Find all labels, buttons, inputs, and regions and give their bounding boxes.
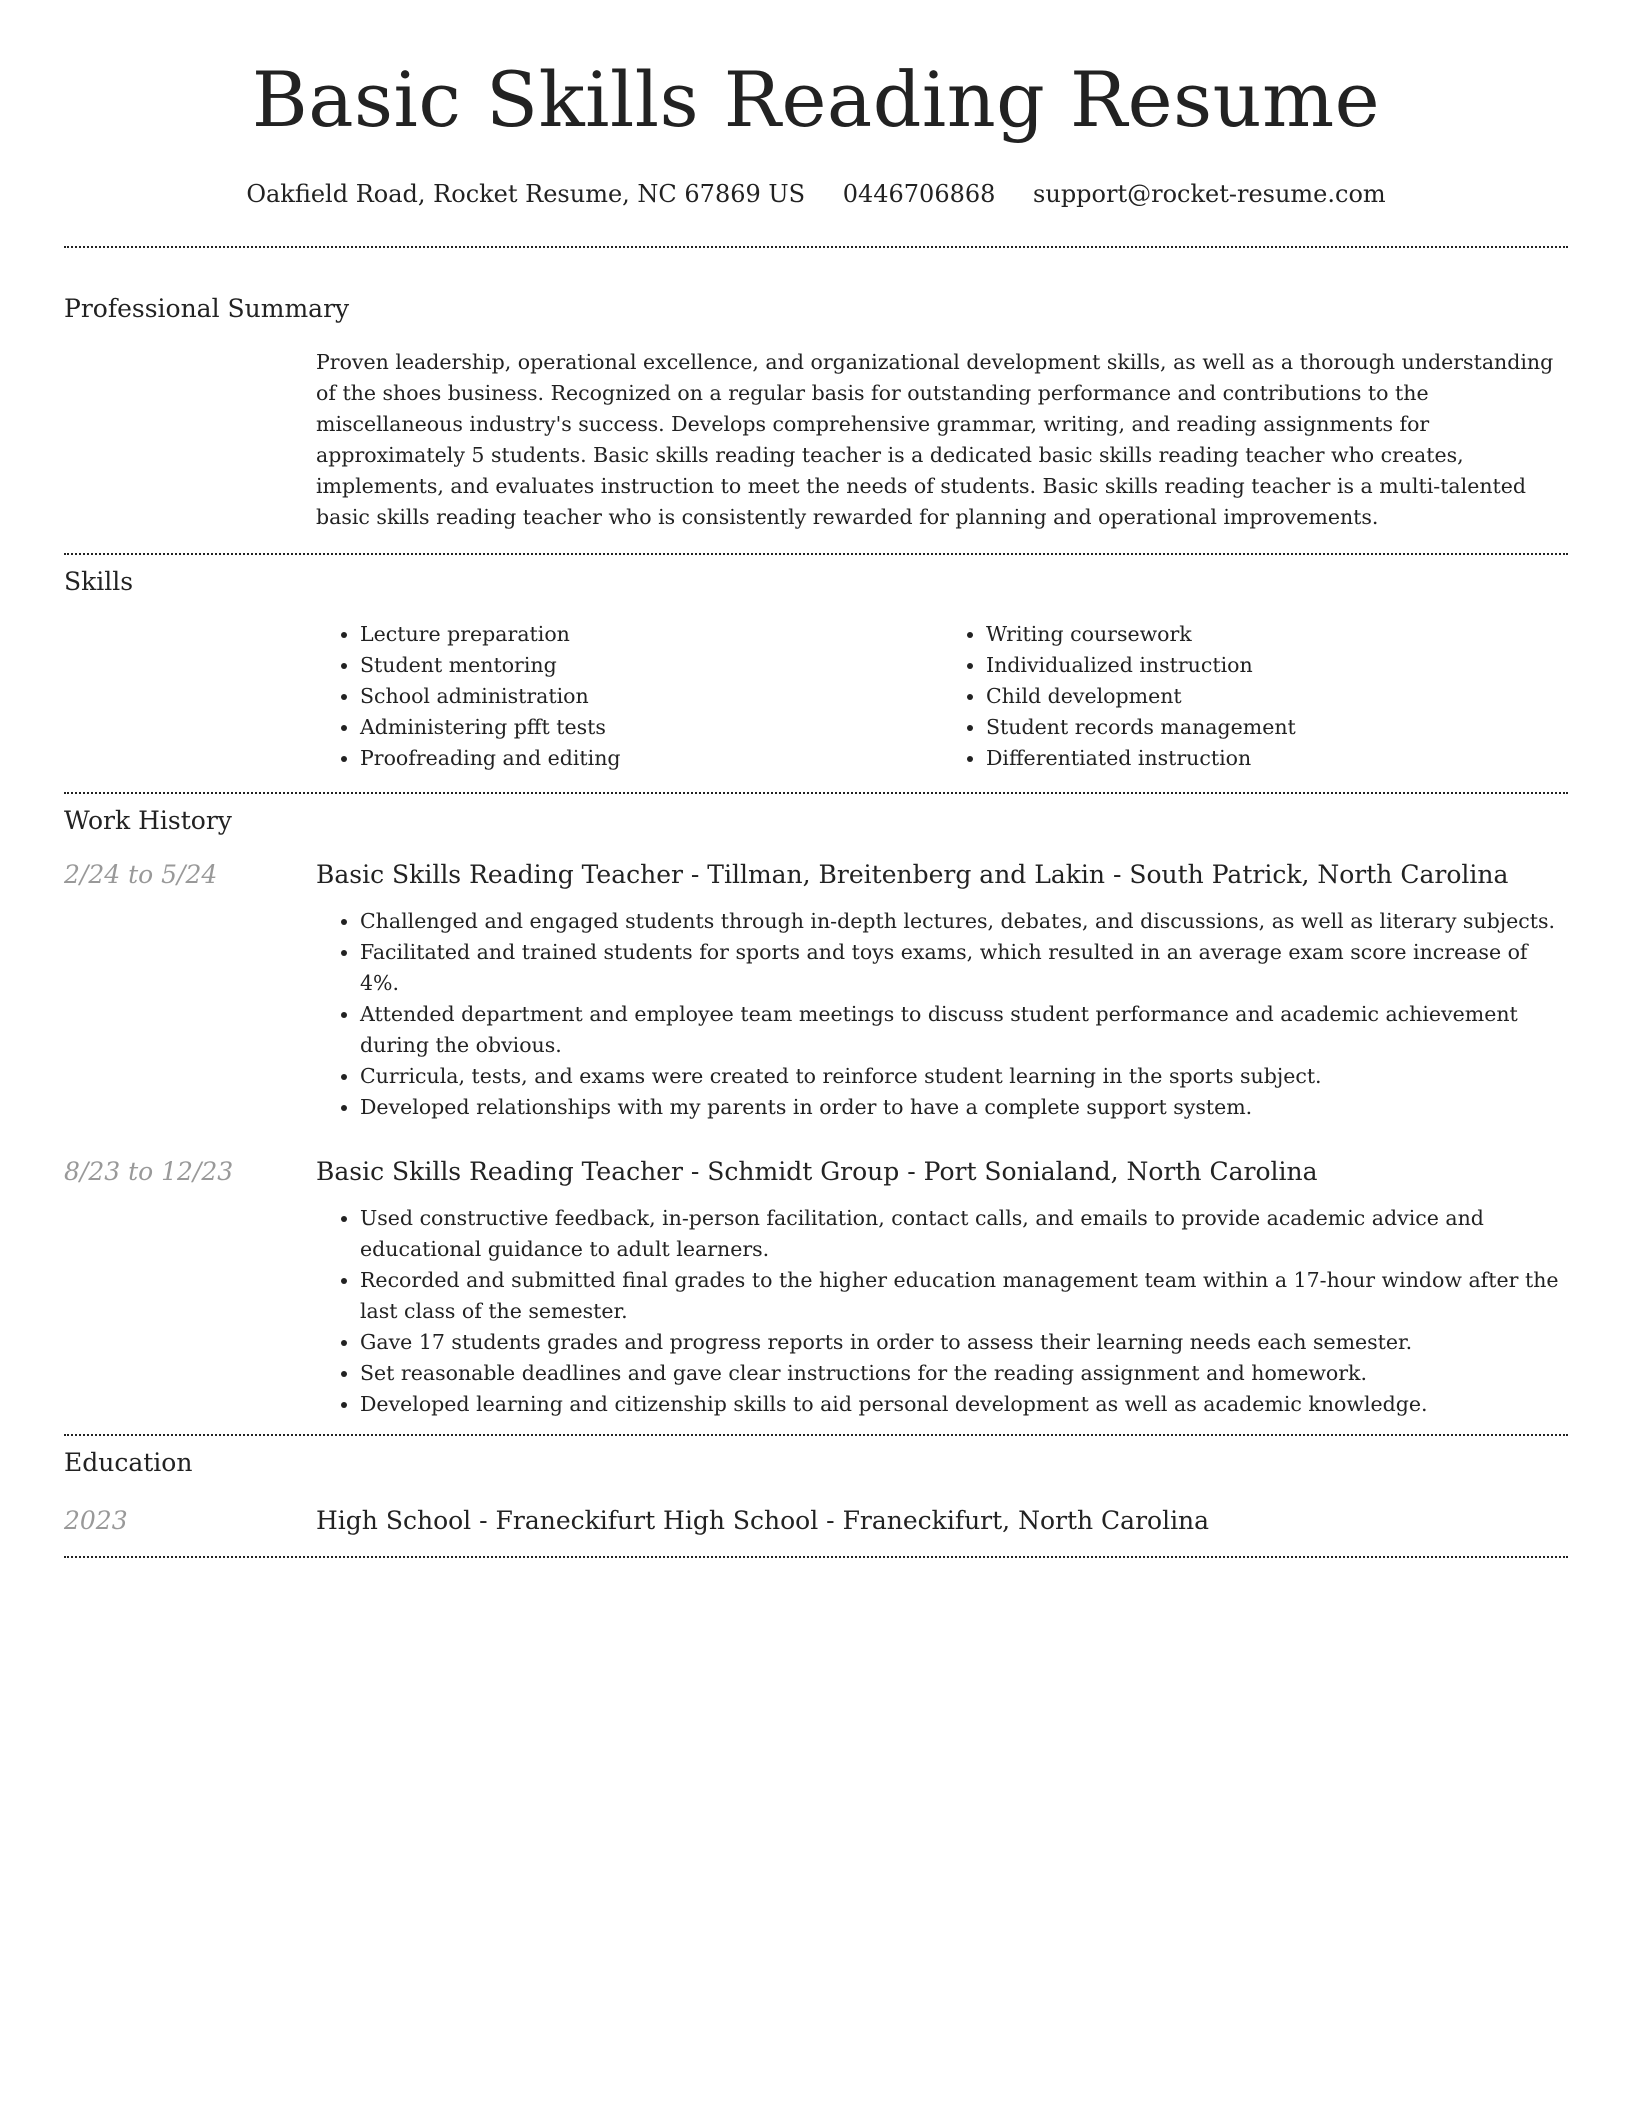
skill-item: • Writing coursework (986, 619, 1568, 650)
job-title: Basic Skills Reading Teacher - Tillman, Breitenberg and Lakin - South Patrick, North Carolina (316, 860, 1509, 889)
work-divider (64, 1434, 1568, 1436)
contact-line (64, 178, 1568, 210)
education-entry (64, 1504, 1568, 1538)
education-detail: High School - Franeckifurt High School - Franeckifurt, North Carolina (316, 1506, 1210, 1535)
job-bullet: • Attended department and employee team meetings to discuss student performance and academic achievement during the obvious. (360, 999, 1568, 1061)
job-bullet: • Recorded and submitted final grades to the higher education management team within a 17-hour window after the last class of the semester. (360, 1265, 1568, 1327)
job-entry (64, 1155, 1568, 1420)
job-bullet: • Used constructive feedback, in-person facilitation, contact calls, and emails to provide academic advice and educational guidance to adult learners. (360, 1203, 1568, 1265)
skill-item: • Child development (986, 681, 1568, 712)
job-bullet: • Developed learning and citizenship skills to aid personal development as well as academic knowledge. (360, 1389, 1568, 1420)
job-bullet: • Challenged and engaged students through in-depth lectures, debates, and discussions, as well as literary subjects. (360, 906, 1568, 937)
skill-item: • School administration (360, 681, 942, 712)
skill-item: • Student mentoring (360, 650, 942, 681)
skills-section (64, 565, 1568, 774)
job-dates: 2/24 to 5/24 (64, 860, 218, 889)
job-dates: 8/23 to 12/23 (64, 1157, 234, 1186)
skill-item: • Administering pfft tests (360, 712, 942, 743)
job-header (64, 858, 1568, 892)
skill-item: • Lecture preparation (360, 619, 942, 650)
work-heading: Work History (64, 806, 232, 835)
work-section (64, 804, 1568, 1420)
contact-phone: 0446706868 (842, 180, 996, 208)
summary-section (64, 292, 1568, 533)
job-bullet: • Curricula, tests, and exams were created to reinforce student learning in the sports subject. (360, 1061, 1568, 1092)
education-year: 2023 (64, 1506, 128, 1535)
job-header (64, 1155, 1568, 1189)
job-bullets (316, 906, 1568, 1123)
job-bullets (316, 1203, 1568, 1420)
skills-list-left (316, 619, 942, 774)
skills-heading: Skills (64, 567, 134, 596)
skill-item: • Proofreading and editing (360, 743, 942, 774)
contact-address: Oakfield Road, Rocket Resume, NC 67869 US (246, 180, 806, 208)
summary-heading: Professional Summary (64, 294, 350, 323)
summary-divider (64, 553, 1568, 555)
skills-divider (64, 792, 1568, 794)
job-bullet: • Facilitated and trained students for sports and toys exams, which resulted in an average exam score increase of 4%. (360, 937, 1568, 999)
header-divider (64, 246, 1568, 248)
skill-item: • Individualized instruction (986, 650, 1568, 681)
resume-name: Basic Skills Reading Resume (251, 55, 1381, 144)
education-section (64, 1446, 1568, 1538)
job-title: Basic Skills Reading Teacher - Schmidt Group - Port Sonialand, North Carolina (316, 1157, 1318, 1186)
job-bullet: • Developed relationships with my parents in order to have a complete support system. (360, 1092, 1568, 1123)
skill-item: • Student records management (986, 712, 1568, 743)
skills-list-right (942, 619, 1568, 774)
job-bullet: • Set reasonable deadlines and gave clear instructions for the reading assignment and homework. (360, 1358, 1568, 1389)
education-divider (64, 1556, 1568, 1558)
job-entry (64, 858, 1568, 1123)
skill-item: • Differentiated instruction (986, 743, 1568, 774)
job-bullet: • Gave 17 students grades and progress reports in order to assess their learning needs each semester. (360, 1327, 1568, 1358)
contact-email: support@rocket-resume.com (1033, 180, 1386, 208)
education-heading: Education (64, 1448, 193, 1477)
summary-text: Proven leadership, operational excellence, and organizational development skills, as well as a thorough understanding of the shoes business. Recognized on a regular basis for outstanding performance and contributions to the miscellaneous industry's success. Develops comprehensive grammar, writing, and reading assignments for approximately 5 students. Basic skills reading teacher is a dedicated basic skills reading teacher who creates, implements, and evaluates instruction to meet the needs of students. Basic skills reading teacher is a multi-talented basic skills reading teacher who is consistently rewarded for planning and operational improvements. (316, 350, 1554, 529)
skills-grid (316, 619, 1568, 774)
